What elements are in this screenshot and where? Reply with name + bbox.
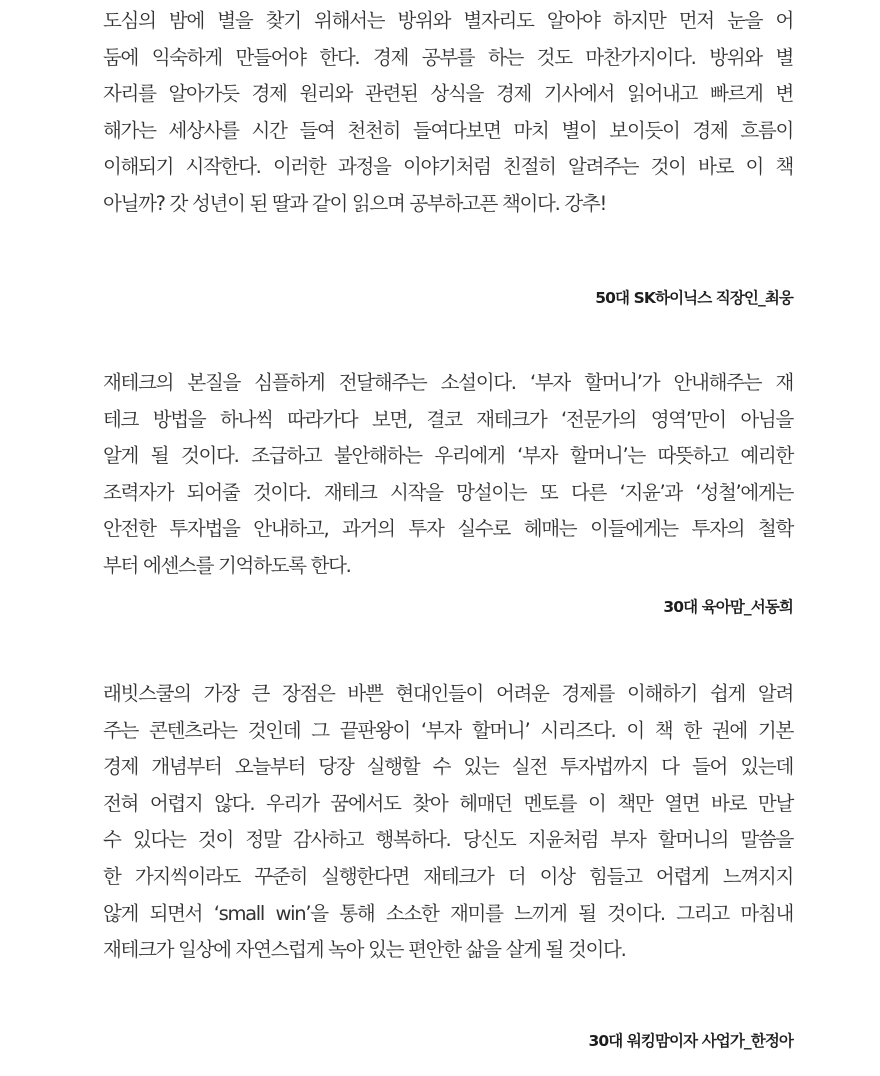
review-text-line: 경제 개념부터 오늘부터 당장 실행할 수 있는 실전 투자법까지 다 들어 있는데: [103, 755, 793, 779]
review-text-line: 재테크가 일상에 자연스럽게 녹아 있는 편안한 삶을 살게 될 것이다.: [103, 938, 626, 962]
review-author: 30대 육아맘_서동희: [663, 598, 793, 616]
review-text-line: 한 가지씩이라도 꾸준히 실행한다면 재테크가 더 이상 힘들고 어렵게 느껴지지: [103, 864, 793, 888]
review-text-line: 이해되기 시작한다. 이러한 과정을 이야기처럼 친절히 알려주는 것이 바로 이 책: [103, 155, 793, 179]
review-text-line: 조력자가 되어줄 것이다. 재테크 시작을 망설이는 또 다른 ‘지윤’과 ‘성철’에게는: [103, 480, 793, 504]
review-2: [103, 365, 793, 616]
review-1: [103, 3, 793, 307]
review-text-line: 재테크의 본질을 심플하게 전달해주는 소설이다. ‘부자 할머니’가 안내해주는 재: [103, 371, 793, 394]
review-author: 50대 SK하이닉스 직장인_최웅: [595, 289, 793, 307]
review-text-line: 주는 콘텐츠라는 것인데 그 끝판왕이 ‘부자 할머니’ 시리즈다. 이 책 한 권에 기본: [103, 718, 793, 742]
review-text-line: 해가는 세상사를 시간 들여 천천히 들여다보면 마치 별이 보이듯이 경제 흐름이: [103, 118, 793, 142]
review-author: 30대 워킹맘이자 사업가_한정아: [588, 1032, 793, 1050]
review-text-line: 둠에 익숙하게 만들어야 한다. 경제 공부를 하는 것도 마찬가지이다. 방위와 별: [103, 45, 793, 69]
review-text-line: 전혀 어렵지 않다. 우리가 꿈에서도 찾아 헤매던 멘토를 이 책만 열면 바로 만날: [103, 791, 793, 815]
review-text-line: 안전한 투자법을 안내하고, 과거의 투자 실수로 헤매는 이들에게는 투자의 철학: [103, 517, 793, 541]
review-text-line: 부터 에센스를 기억하도록 한다.: [103, 553, 351, 577]
review-text-line: 테크 방법을 하나씩 따라가다 보면, 결코 재테크가 ‘전문가의 영역’만이 아님을: [103, 407, 793, 431]
review-text-line: 래빗스쿨의 가장 큰 장점은 바쁜 현대인들이 어려운 경제를 이해하기 쉽게 알려: [103, 682, 793, 705]
review-3: [103, 676, 793, 1050]
review-text-line: 알게 될 것이다. 조급하고 불안해하는 우리에게 ‘부자 할머니’는 따뜻하고 예리한: [103, 444, 793, 468]
review-text-line: 수 있다는 것이 정말 감사하고 행복하다. 당신도 지윤처럼 부자 할머니의 말씀을: [103, 828, 793, 852]
review-text-line: 자리를 알아가듯 경제 원리와 관련된 상식을 경제 기사에서 읽어내고 빠르게 변: [103, 82, 793, 106]
review-text-line: 아닐까? 갓 성년이 된 딸과 같이 읽으며 공부하고픈 책이다. 강추!: [103, 191, 606, 215]
review-text-line: 도심의 밤에 별을 찾기 위해서는 방위와 별자리도 알아야 하지만 먼저 눈을 어: [103, 9, 793, 32]
review-text-line: 않게 되면서 ‘small win’을 통해 소소한 재미를 느끼게 될 것이다. 그리고 마침내: [103, 901, 793, 925]
